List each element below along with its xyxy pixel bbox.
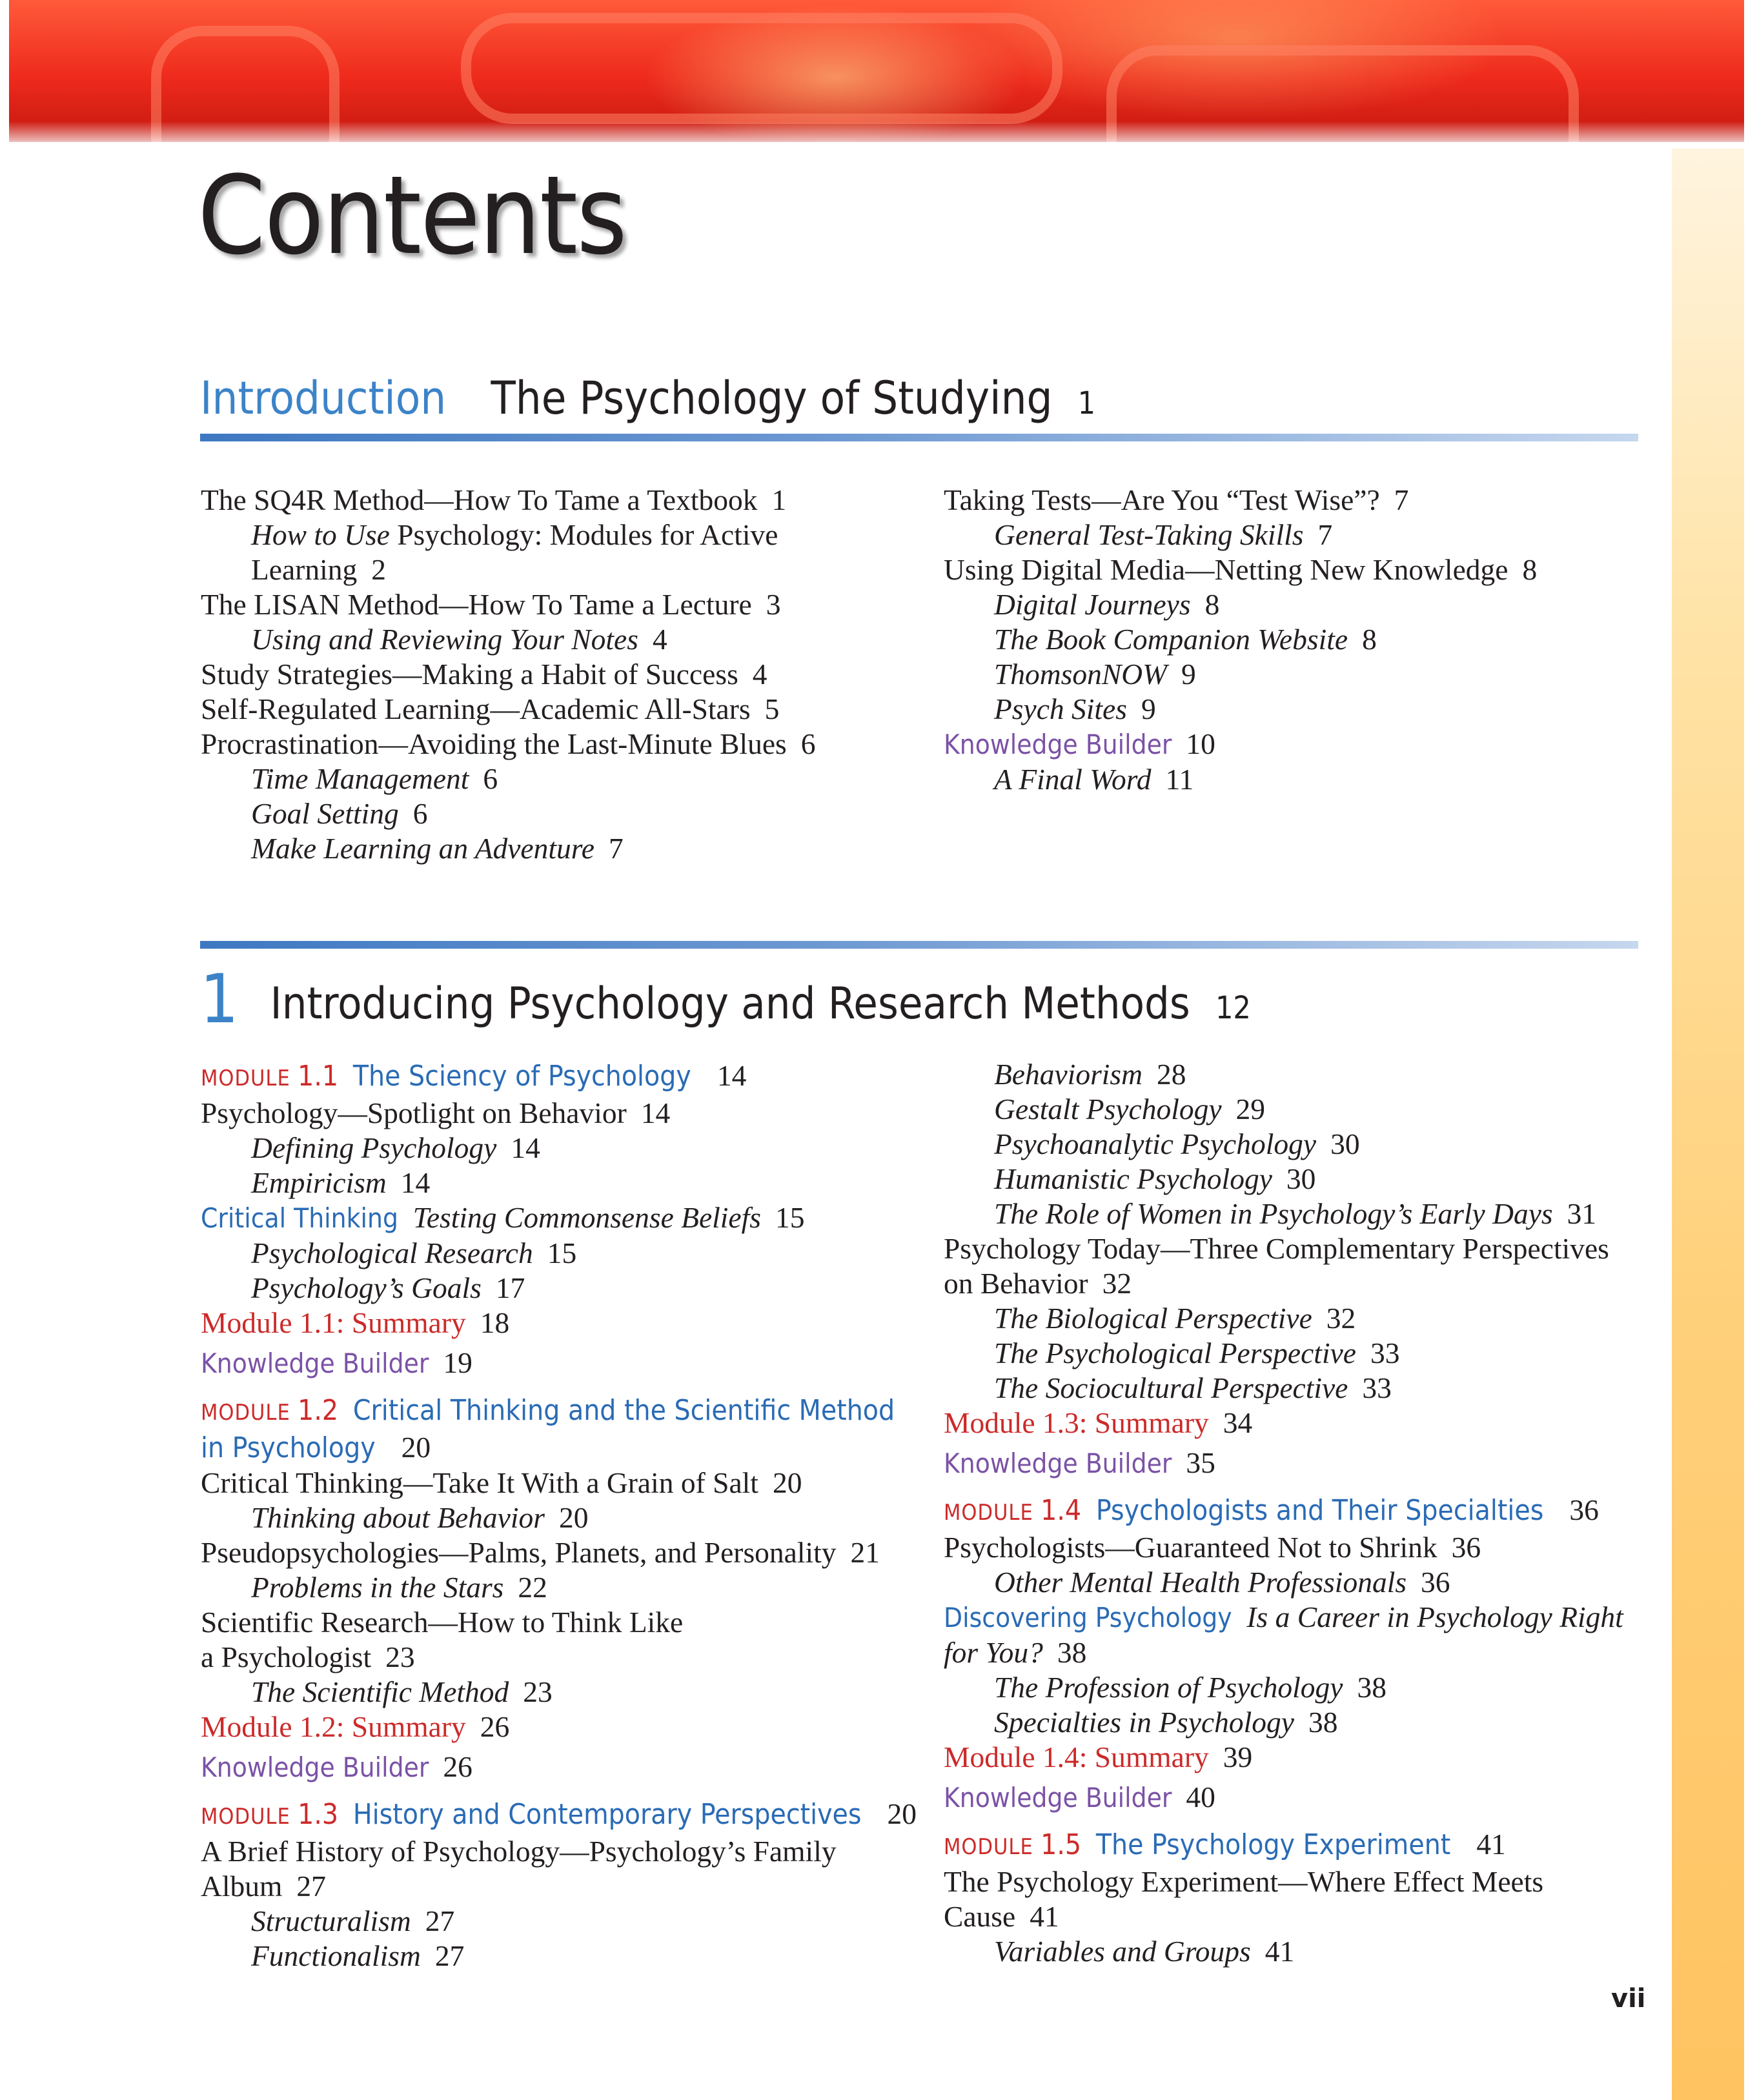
toc-entry-knowledge-builder[interactable]: Knowledge Builder 26 xyxy=(201,1750,472,1783)
toc-entry[interactable]: Psychologists—Guaranteed Not to Shrink 36 xyxy=(944,1531,1481,1564)
toc-entry-summary[interactable]: Module 1.3: Summary 34 xyxy=(944,1406,1253,1439)
toc-entry[interactable]: The SQ4R Method—How To Tame a Textbook 1 xyxy=(201,483,787,516)
toc-entry[interactable]: Psychology’s Goals 17 xyxy=(251,1271,525,1304)
toc-entry[interactable]: Psychology—Spotlight on Behavior 14 xyxy=(201,1096,671,1129)
chapter-left-column xyxy=(201,1058,917,1974)
module-heading[interactable]: MODULE 1.2 Critical Thinking and the Scientific Method xyxy=(201,1394,895,1427)
toc-entry[interactable]: Other Mental Health Professionals 36 xyxy=(994,1566,1450,1599)
toc-entry[interactable]: The Profession of Psychology 38 xyxy=(994,1671,1386,1704)
toc-entry[interactable]: Critical Thinking—Take It With a Grain of Salt 20 xyxy=(201,1466,802,1499)
toc-entry[interactable]: Psychological Research 15 xyxy=(251,1237,577,1269)
toc-entry[interactable]: Digital Journeys 8 xyxy=(994,588,1220,621)
intro-page: 1 xyxy=(1077,385,1096,421)
toc-entry-knowledge-builder[interactable]: Knowledge Builder 40 xyxy=(944,1781,1215,1813)
toc-entry[interactable]: The Biological Perspective 32 xyxy=(994,1302,1356,1335)
intro-label: Introduction xyxy=(200,372,447,425)
side-color-strip xyxy=(1672,148,1744,2100)
toc-entry[interactable]: Psychoanalytic Psychology 30 xyxy=(994,1127,1360,1160)
toc-entry[interactable]: Using and Reviewing Your Notes 4 xyxy=(251,623,667,656)
toc-entry[interactable]: Learning 2 xyxy=(251,553,386,586)
toc-entry[interactable]: The Book Companion Website 8 xyxy=(994,623,1377,656)
toc-entry[interactable]: Scientific Research—How to Think Like xyxy=(201,1606,684,1639)
toc-entry[interactable]: Behaviorism 28 xyxy=(994,1058,1186,1091)
toc-entry[interactable]: A Brief History of Psychology—Psychology’s Family xyxy=(201,1835,837,1868)
intro-title: The Psychology of Studying xyxy=(491,372,1053,425)
toc-entry[interactable]: Thinking about Behavior 20 xyxy=(251,1501,589,1534)
banner-decoration xyxy=(1106,45,1579,142)
banner-decoration xyxy=(461,13,1062,124)
toc-entry[interactable]: ThomsonNOW 9 xyxy=(994,658,1196,691)
page-title: Contents xyxy=(198,152,626,279)
toc-entry-summary[interactable]: Module 1.1: Summary 18 xyxy=(201,1306,510,1339)
intro-left-column xyxy=(201,483,816,866)
chapter-right-column xyxy=(944,1057,1623,1969)
toc-entry[interactable]: Problems in the Stars 22 xyxy=(251,1571,547,1604)
header-banner xyxy=(9,0,1744,142)
toc-entry-summary[interactable]: Module 1.2: Summary 26 xyxy=(201,1710,510,1743)
toc-entry[interactable]: Taking Tests—Are You “Test Wise”? 7 xyxy=(944,483,1409,516)
toc-entry[interactable]: Study Strategies—Making a Habit of Success 4 xyxy=(201,658,767,691)
toc-entry[interactable]: Goal Setting 6 xyxy=(251,797,428,830)
toc-entry[interactable]: The Psychology Experiment—Where Effect Meets xyxy=(944,1865,1544,1898)
toc-entry-knowledge-builder[interactable]: Knowledge Builder 10 xyxy=(944,727,1215,760)
banner-decoration xyxy=(151,26,340,142)
toc-entry-knowledge-builder[interactable]: Knowledge Builder 35 xyxy=(944,1446,1215,1479)
module-heading-cont[interactable]: in Psychology 20 xyxy=(201,1431,431,1464)
toc-entry[interactable]: Make Learning an Adventure 7 xyxy=(251,832,624,865)
chapter-heading xyxy=(200,960,1251,1038)
page-number: vii xyxy=(1611,1984,1646,2014)
toc-entry-discovering-psychology[interactable]: Discovering Psychology Is a Career in Psychology Right xyxy=(944,1600,1623,1633)
toc-entry[interactable]: The LISAN Method—How To Tame a Lecture 3 xyxy=(201,588,781,621)
toc-entry[interactable]: Cause 41 xyxy=(944,1900,1059,1933)
toc-entry[interactable]: Functionalism 27 xyxy=(251,1939,465,1972)
toc-entry[interactable]: Gestalt Psychology 29 xyxy=(994,1093,1266,1126)
chapter-number: 1 xyxy=(200,960,239,1038)
module-heading[interactable]: MODULE 1.1 The Sciency of Psychology 14 xyxy=(201,1059,747,1093)
toc-entry[interactable]: Pseudopsychologies—Palms, Planets, and Personality 21 xyxy=(201,1536,880,1569)
toc-entry[interactable]: Using Digital Media—Netting New Knowledge 8 xyxy=(944,553,1538,586)
toc-entry[interactable]: The Psychological Perspective 33 xyxy=(994,1337,1400,1369)
intro-rule xyxy=(200,434,1638,441)
toc-entry[interactable]: Defining Psychology 14 xyxy=(251,1131,540,1164)
toc-entry[interactable]: Psych Sites 9 xyxy=(994,692,1156,725)
toc-entry[interactable]: How to Use Psychology: Modules for Active xyxy=(251,518,778,551)
toc-entry-knowledge-builder[interactable]: Knowledge Builder 19 xyxy=(201,1346,472,1379)
toc-entry[interactable]: Procrastination—Avoiding the Last-Minute Blues 6 xyxy=(201,727,816,760)
toc-entry[interactable]: Specialties in Psychology 38 xyxy=(994,1706,1338,1739)
toc-entry[interactable]: a Psychologist 23 xyxy=(201,1641,415,1673)
module-heading[interactable]: MODULE 1.5 The Psychology Experiment 41 xyxy=(944,1828,1506,1861)
toc-entry[interactable]: Structuralism 27 xyxy=(251,1904,455,1937)
toc-entry[interactable]: The Role of Women in Psychology’s Early Days 31 xyxy=(994,1197,1597,1230)
toc-entry[interactable]: General Test-Taking Skills 7 xyxy=(994,518,1333,551)
toc-entry[interactable]: The Scientific Method 23 xyxy=(251,1675,553,1708)
toc-entry[interactable]: A Final Word 11 xyxy=(994,763,1194,796)
intro-right-column xyxy=(944,483,1537,797)
toc-entry[interactable]: Self-Regulated Learning—Academic All-Stars 5 xyxy=(201,692,780,725)
intro-heading xyxy=(200,372,1096,425)
toc-entry[interactable]: Variables and Groups 41 xyxy=(994,1935,1295,1968)
toc-entry-critical-thinking[interactable]: Critical Thinking Testing Commonsense Beliefs 15 xyxy=(201,1201,805,1234)
module-heading[interactable]: MODULE 1.3 History and Contemporary Perspectives 20 xyxy=(201,1797,917,1831)
toc-entry[interactable]: Album 27 xyxy=(201,1870,326,1903)
toc-entry[interactable]: Humanistic Psychology 30 xyxy=(994,1162,1316,1195)
toc-entry[interactable]: for You? 38 xyxy=(944,1636,1087,1669)
module-heading[interactable]: MODULE 1.4 Psychologists and Their Specialties 36 xyxy=(944,1493,1599,1527)
chapter-title: Introducing Psychology and Research Methods xyxy=(270,978,1190,1029)
toc-entry[interactable]: The Sociocultural Perspective 33 xyxy=(994,1371,1392,1404)
toc-entry[interactable]: Psychology Today—Three Complementary Perspectives xyxy=(944,1232,1609,1265)
toc-entry[interactable]: Empiricism 14 xyxy=(251,1166,431,1199)
chapter-page: 12 xyxy=(1215,990,1251,1026)
chapter-rule xyxy=(200,941,1638,949)
toc-entry[interactable]: Time Management 6 xyxy=(251,762,498,795)
toc-entry-summary[interactable]: Module 1.4: Summary 39 xyxy=(944,1741,1253,1773)
toc-entry[interactable]: on Behavior 32 xyxy=(944,1267,1132,1300)
